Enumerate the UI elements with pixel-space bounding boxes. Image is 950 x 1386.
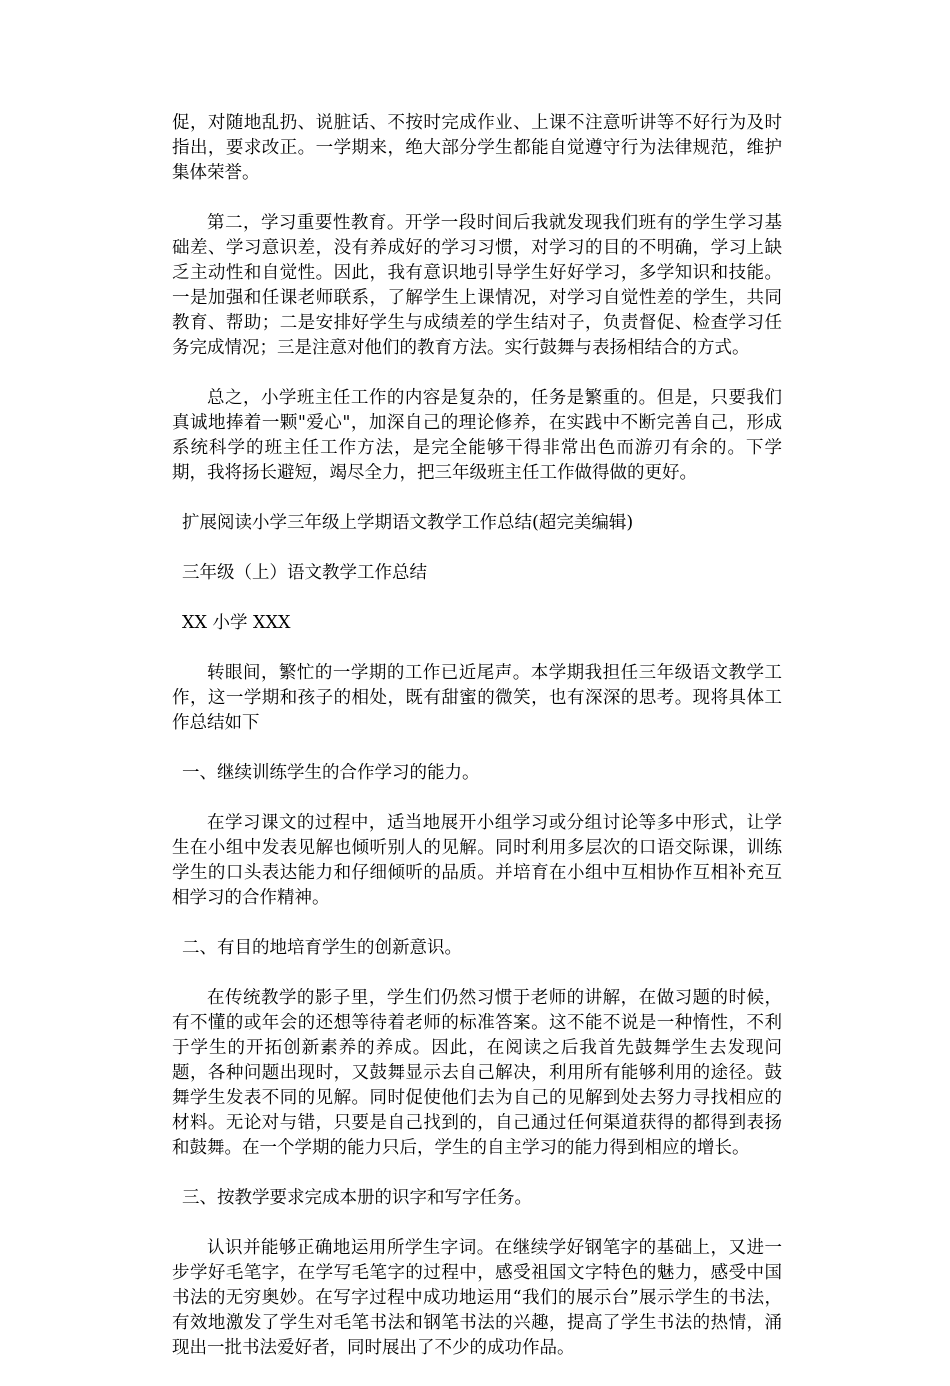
paragraph-study-importance: 第二，学习重要性教育。开学一段时间后我就发现我们班有的学生学习基础差、学习意识差，没有养成好的学习习惯，对学习的目的不明确，学习上缺乏主动性和自觉性。因此，我有意识地引导学生好好学习，多学知识和技能。一是加强和任课老师联系，了解学生上课情况，对学习自觉性差的学生，共同教育、帮助；二是安排好学生与成绩差的学生结对子，负责督促、检查学习任务完成情况；三是注意对他们的教育方法。实行鼓舞与表扬相结合的方式。 [172, 213, 782, 358]
extended-reading-heading: 扩展阅读小学三年级上学期语文教学工作总结(超完美编辑) [182, 513, 634, 533]
heading-literacy-tasks: 三、按教学要求完成本册的识字和写字任务。 [182, 1188, 532, 1208]
heading-innovation: 二、有目的地培育学生的创新意识。 [182, 938, 462, 958]
author-line: XX 小学 XXX [182, 613, 291, 633]
paragraph-introduction: 转眼间，繁忙的一学期的工作已近尾声。本学期我担任三年级语文教学工作，这一学期和孩子的相处，既有甜蜜的微笑，也有深深的思考。现将具体工作总结如下 [172, 663, 782, 733]
heading-cooperative-learning: 一、继续训练学生的合作学习的能力。 [182, 763, 480, 783]
paragraph-innovation: 在传统教学的影子里，学生们仍然习惯于老师的讲解，在做习题的时候，有不懂的或年会的还想等待着老师的标准答案。这不能不说是一种惰性，不利于学生的开拓创新素养的养成。因此，在阅读之后我首先鼓舞学生去发现问题，各种问题出现时，又鼓舞显示去自己解决，利用所有能够利用的途径。鼓舞学生发表不同的见解。同时促使他们去为自己的见解到处去努力寻找相应的材料。无论对与错，只要是自己找到的，自己通过任何渠道获得的都得到表扬和鼓舞。在一个学期的能力只后，学生的自主学习的能力得到相应的增长。 [172, 988, 782, 1158]
paragraph-literacy-tasks: 认识并能够正确地运用所学生字词。在继续学好钢笔字的基础上，又进一步学好毛笔字，在学写毛笔字的过程中，感受祖国文字特色的魅力，感受中国书法的无穷奥妙。在写字过程中成功地运用“我们的展示台”展示学生的书法，有效地激发了学生对毛笔书法和钢笔书法的兴趣，提高了学生书法的热情，涌现出一批书法爱好者，同时展出了不少的成功作品。 [172, 1238, 782, 1358]
paragraph-cooperative-learning: 在学习课文的过程中，适当地展开小组学习或分组讨论等多中形式，让学生在小组中发表见解也倾听别人的见解。同时利用多层次的口语交际课，训练学生的口头表达能力和仔细倾听的品质。并培育在小组中互相协作互相补充互相学习的合作精神。 [172, 813, 782, 908]
paragraph-summary: 总之，小学班主任工作的内容是复杂的，任务是繁重的。但是，只要我们真诚地捧着一颗"爱心"，加深自己的理论修养，在实践中不断完善自己，形成系统科学的班主任工作方法，是完全能够干得非常出色而游刃有余的。下学期，我将扬长避短，竭尽全力，把三年级班主任工作做得做的更好。 [172, 388, 782, 483]
paragraph-conduct-continued: 促，对随地乱扔、说脏话、不按时完成作业、上课不注意听讲等不好行为及时指出，要求改正。一学期来，绝大部分学生都能自觉遵守行为法律规范，维护集体荣誉。 [172, 113, 782, 183]
document-body [172, 111, 782, 1386]
section-title: 三年级（上）语文教学工作总结 [182, 563, 427, 583]
